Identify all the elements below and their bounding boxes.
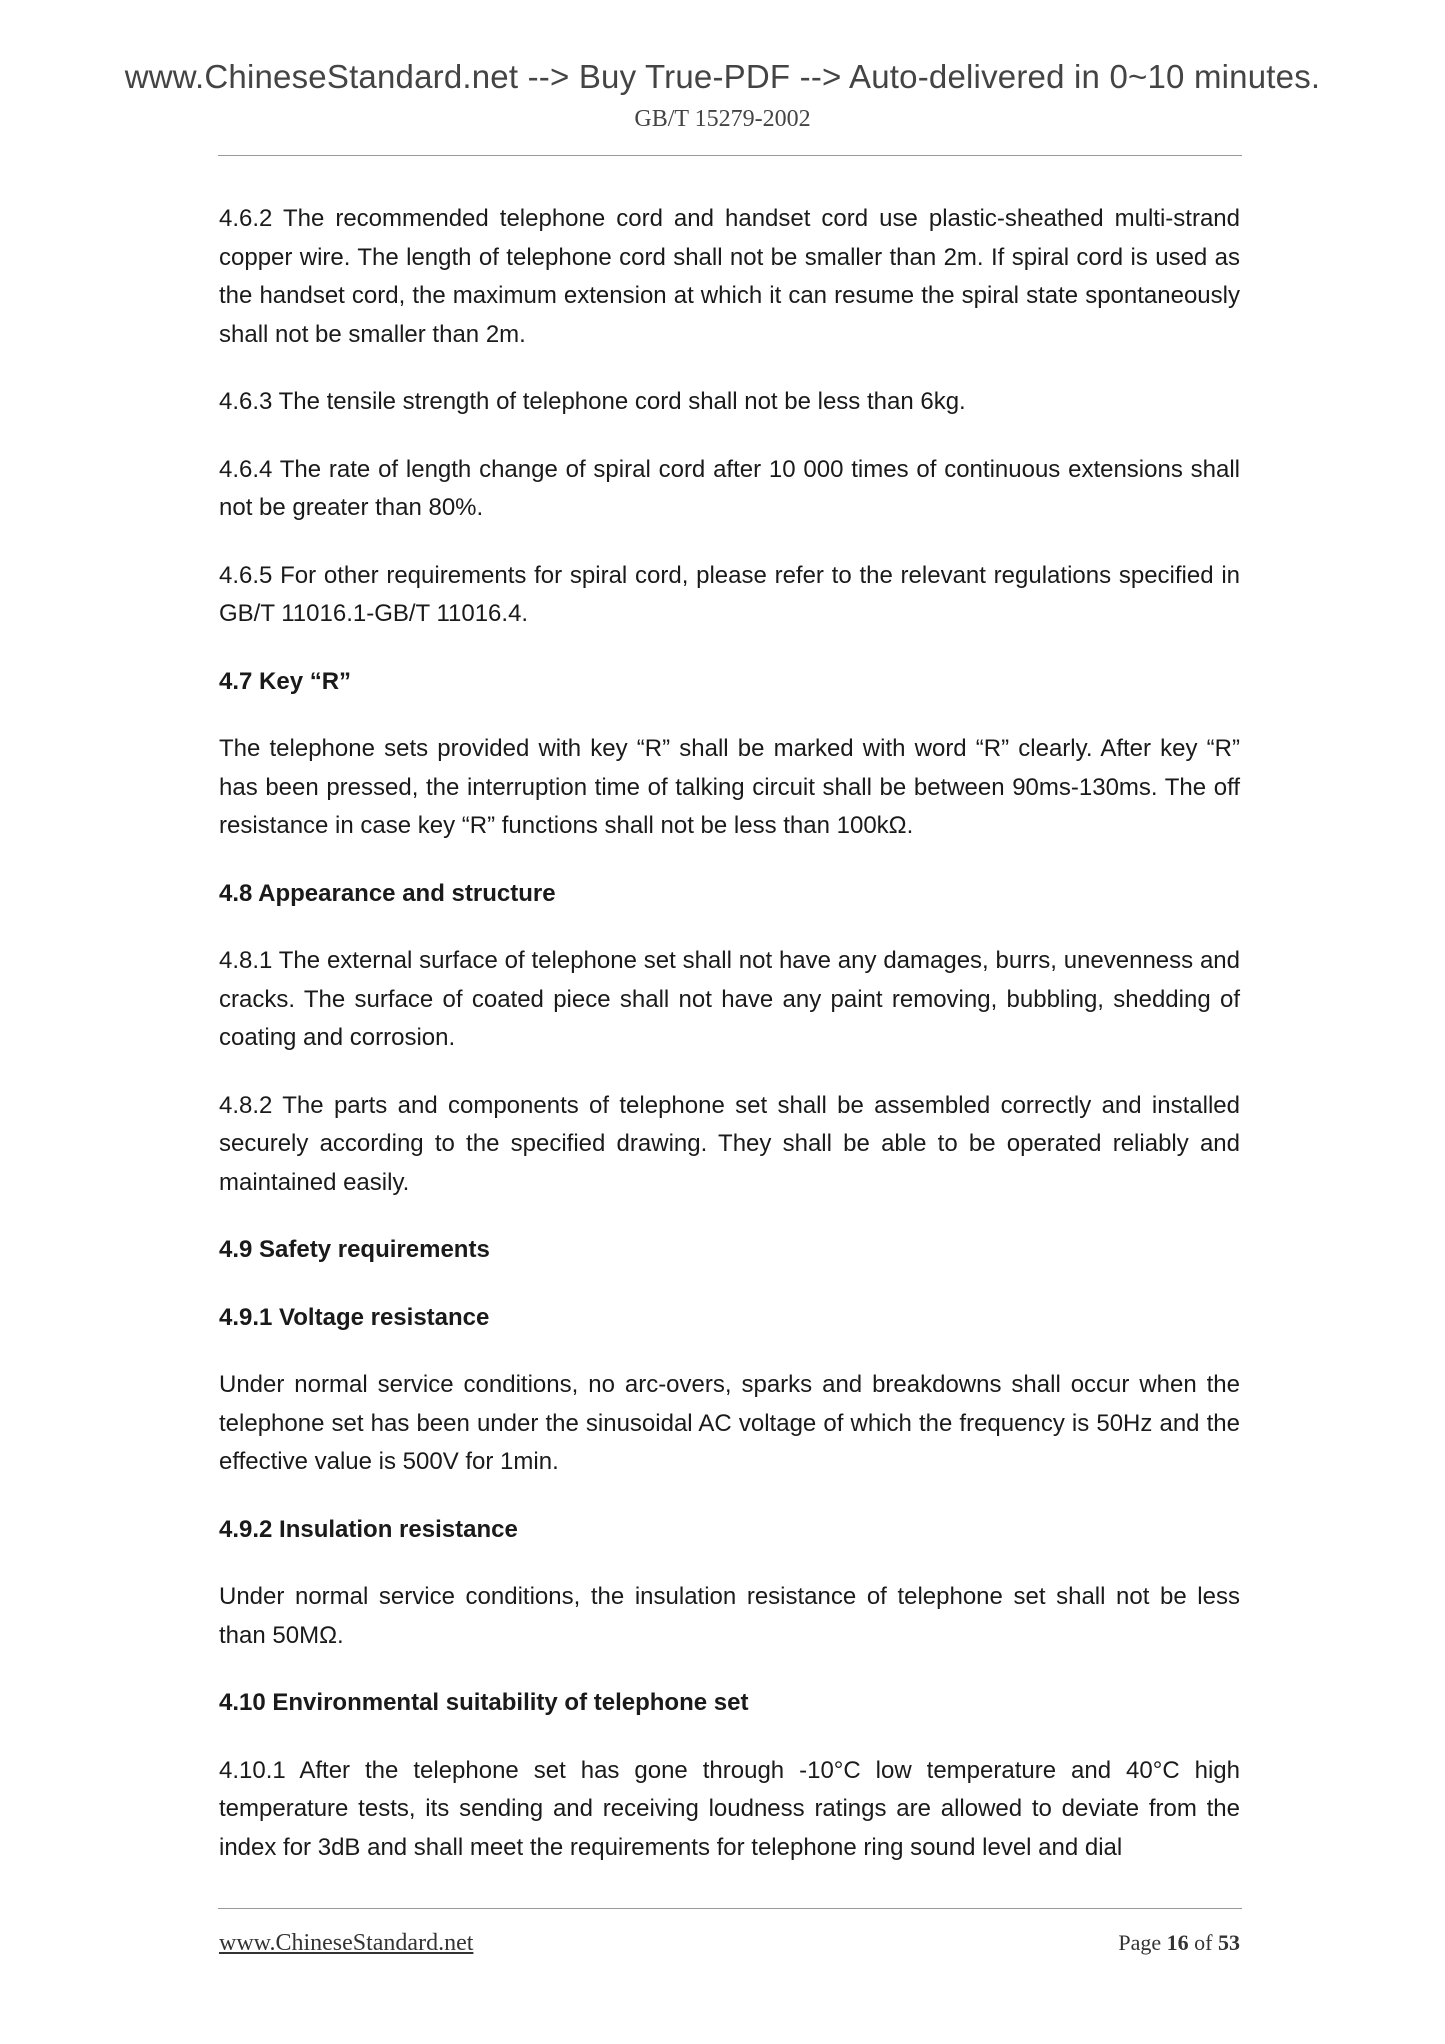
footer-site-link[interactable]: www.ChineseStandard.net [219,1930,474,1956]
page-word: Page [1118,1930,1162,1955]
page-number: 16 [1166,1930,1189,1955]
footer-divider [218,1908,1242,1909]
heading-4-9-2: 4.9.2 Insulation resistance [219,1515,518,1543]
clause-4-6-5: 4.6.5 For other requirements for spiral cord, please refer to the relevant regulations specified in GB/T 11016.1-GB/T 11016.4. [219,561,1240,627]
heading-4-9-1: 4.9.1 Voltage resistance [219,1303,490,1331]
heading-4-10: 4.10 Environmental suitability of telephone set [219,1689,749,1716]
page-indicator [1118,1930,1240,1956]
page-total: 53 [1218,1930,1240,1955]
clause-4-9-1-body: Under normal service conditions, no arc-overs, sparks and breakdowns shall occur when the telephone set has been under the sinusoidal AC voltage of which the frequency is 50Hz and the effective value is 500V for 1min. [219,1371,1240,1475]
heading-4-9: 4.9 Safety requirements [219,1236,490,1263]
heading-4-8: 4.8 Appearance and structure [219,879,556,907]
clause-4-9-2-body: Under normal service conditions, the insulation resistance of telephone set shall not be less than 50MΩ. [219,1583,1240,1649]
of-word: of [1194,1930,1213,1955]
clause-4-8-1: 4.8.1 The external surface of telephone set shall not have any damages, burrs, unevenness and cracks. The surface of coated piece shall not have any paint removing, bubbling, shedding of coating and corrosion. [219,947,1240,1051]
site-banner[interactable]: www.ChineseStandard.net --> Buy True-PDF --> Auto-delivered in 0~10 minutes. [124,58,1321,95]
document-body [219,200,1240,1867]
clause-4-8-2: 4.8.2 The parts and components of telephone set shall be assembled correctly and installed securely according to the specified drawing. They shall be able to be operated reliably and maintained easily. [219,1091,1240,1196]
heading-4-7: 4.7 Key “R” [219,667,352,695]
clause-4-10-1: 4.10.1 After the telephone set has gone through -10°C low temperature and 40°C high temperature tests, its sending and receiving loudness ratings are allowed to deviate from the index for 3dB and shall meet the requirements for telephone ring sound level and dial [219,1756,1240,1861]
clause-4-7-body: The telephone sets provided with key “R” shall be marked with word “R” clearly. After key “R” has been pressed, the interruption time of talking circuit shall be between 90ms-130ms. The off resistance in case key “R” functions shall not be less than 100kΩ. [219,735,1240,839]
standard-number: GB/T 15279-2002 [634,106,811,132]
clause-4-6-3: 4.6.3 The tensile strength of telephone cord shall not be less than 6kg. [219,388,966,415]
clause-4-6-4: 4.6.4 The rate of length change of spiral cord after 10 000 times of continuous extensions shall not be greater than 80%. [219,455,1240,521]
header-divider [218,155,1242,156]
clause-4-6-2: 4.6.2 The recommended telephone cord and handset cord use plastic-sheathed multi-strand copper wire. The length of telephone cord shall not be smaller than 2m. If spiral cord is used as the handset cord, the maximum extension at which it can resume the spiral state spontaneously shall not be smaller than 2m. [219,205,1240,348]
